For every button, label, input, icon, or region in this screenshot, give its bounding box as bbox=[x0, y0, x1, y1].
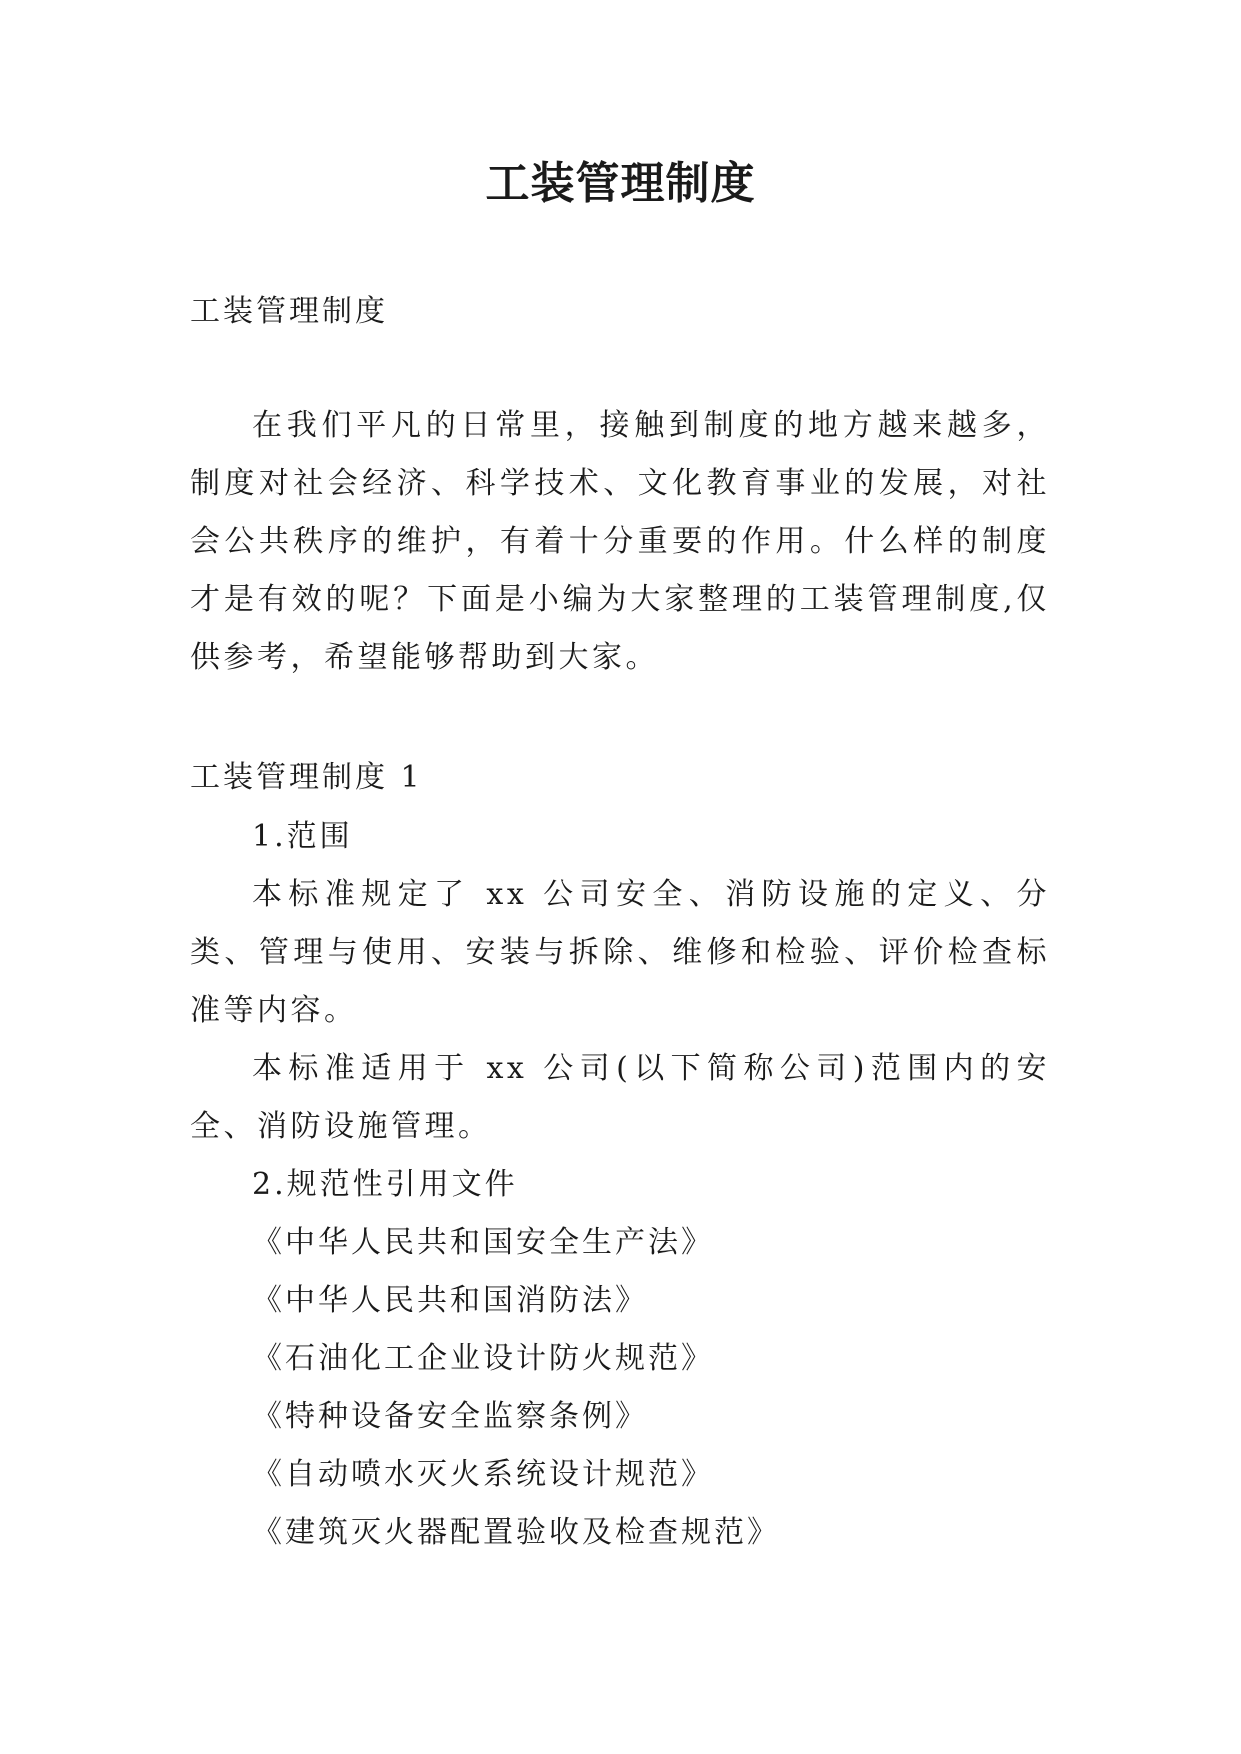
item-heading-scope: 1.范围 bbox=[252, 819, 353, 854]
scope-paragraph-2: 本标准适用于 xx 公司(以下简称公司)范围内的安全、消防设施管理。 bbox=[190, 1051, 1050, 1144]
reference-item: 《自动喷水灭火系统设计规范》 bbox=[252, 1457, 714, 1492]
reference-item: 《中华人民共和国安全生产法》 bbox=[252, 1225, 714, 1260]
scope-paragraph-1: 本标准规定了 xx 公司安全、消防设施的定义、分类、管理与使用、安装与拆除、维修和检验、评价检查标准等内容。 bbox=[190, 877, 1050, 1028]
reference-item: 《特种设备安全监察条例》 bbox=[252, 1399, 648, 1434]
reference-item: 《建筑灭火器配置验收及检查规范》 bbox=[252, 1515, 780, 1550]
item-heading-references: 2.规范性引用文件 bbox=[252, 1167, 518, 1202]
reference-item: 《中华人民共和国消防法》 bbox=[252, 1283, 648, 1318]
intro-paragraph: 在我们平凡的日常里，接触到制度的地方越来越多，制度对社会经济、科学技术、文化教育事业的发展，对社会公共秩序的维护，有着十分重要的作用。什么样的制度才是有效的呢？下面是小编为大家整理的工装管理制度,仅供参考，希望能够帮助到大家。 bbox=[190, 408, 1050, 675]
document-subtitle: 工装管理制度 bbox=[190, 294, 388, 329]
document-title: 工装管理制度 bbox=[485, 158, 756, 209]
reference-item: 《石油化工企业设计防火规范》 bbox=[252, 1341, 714, 1376]
section-heading-1: 工装管理制度 1 bbox=[190, 760, 423, 795]
